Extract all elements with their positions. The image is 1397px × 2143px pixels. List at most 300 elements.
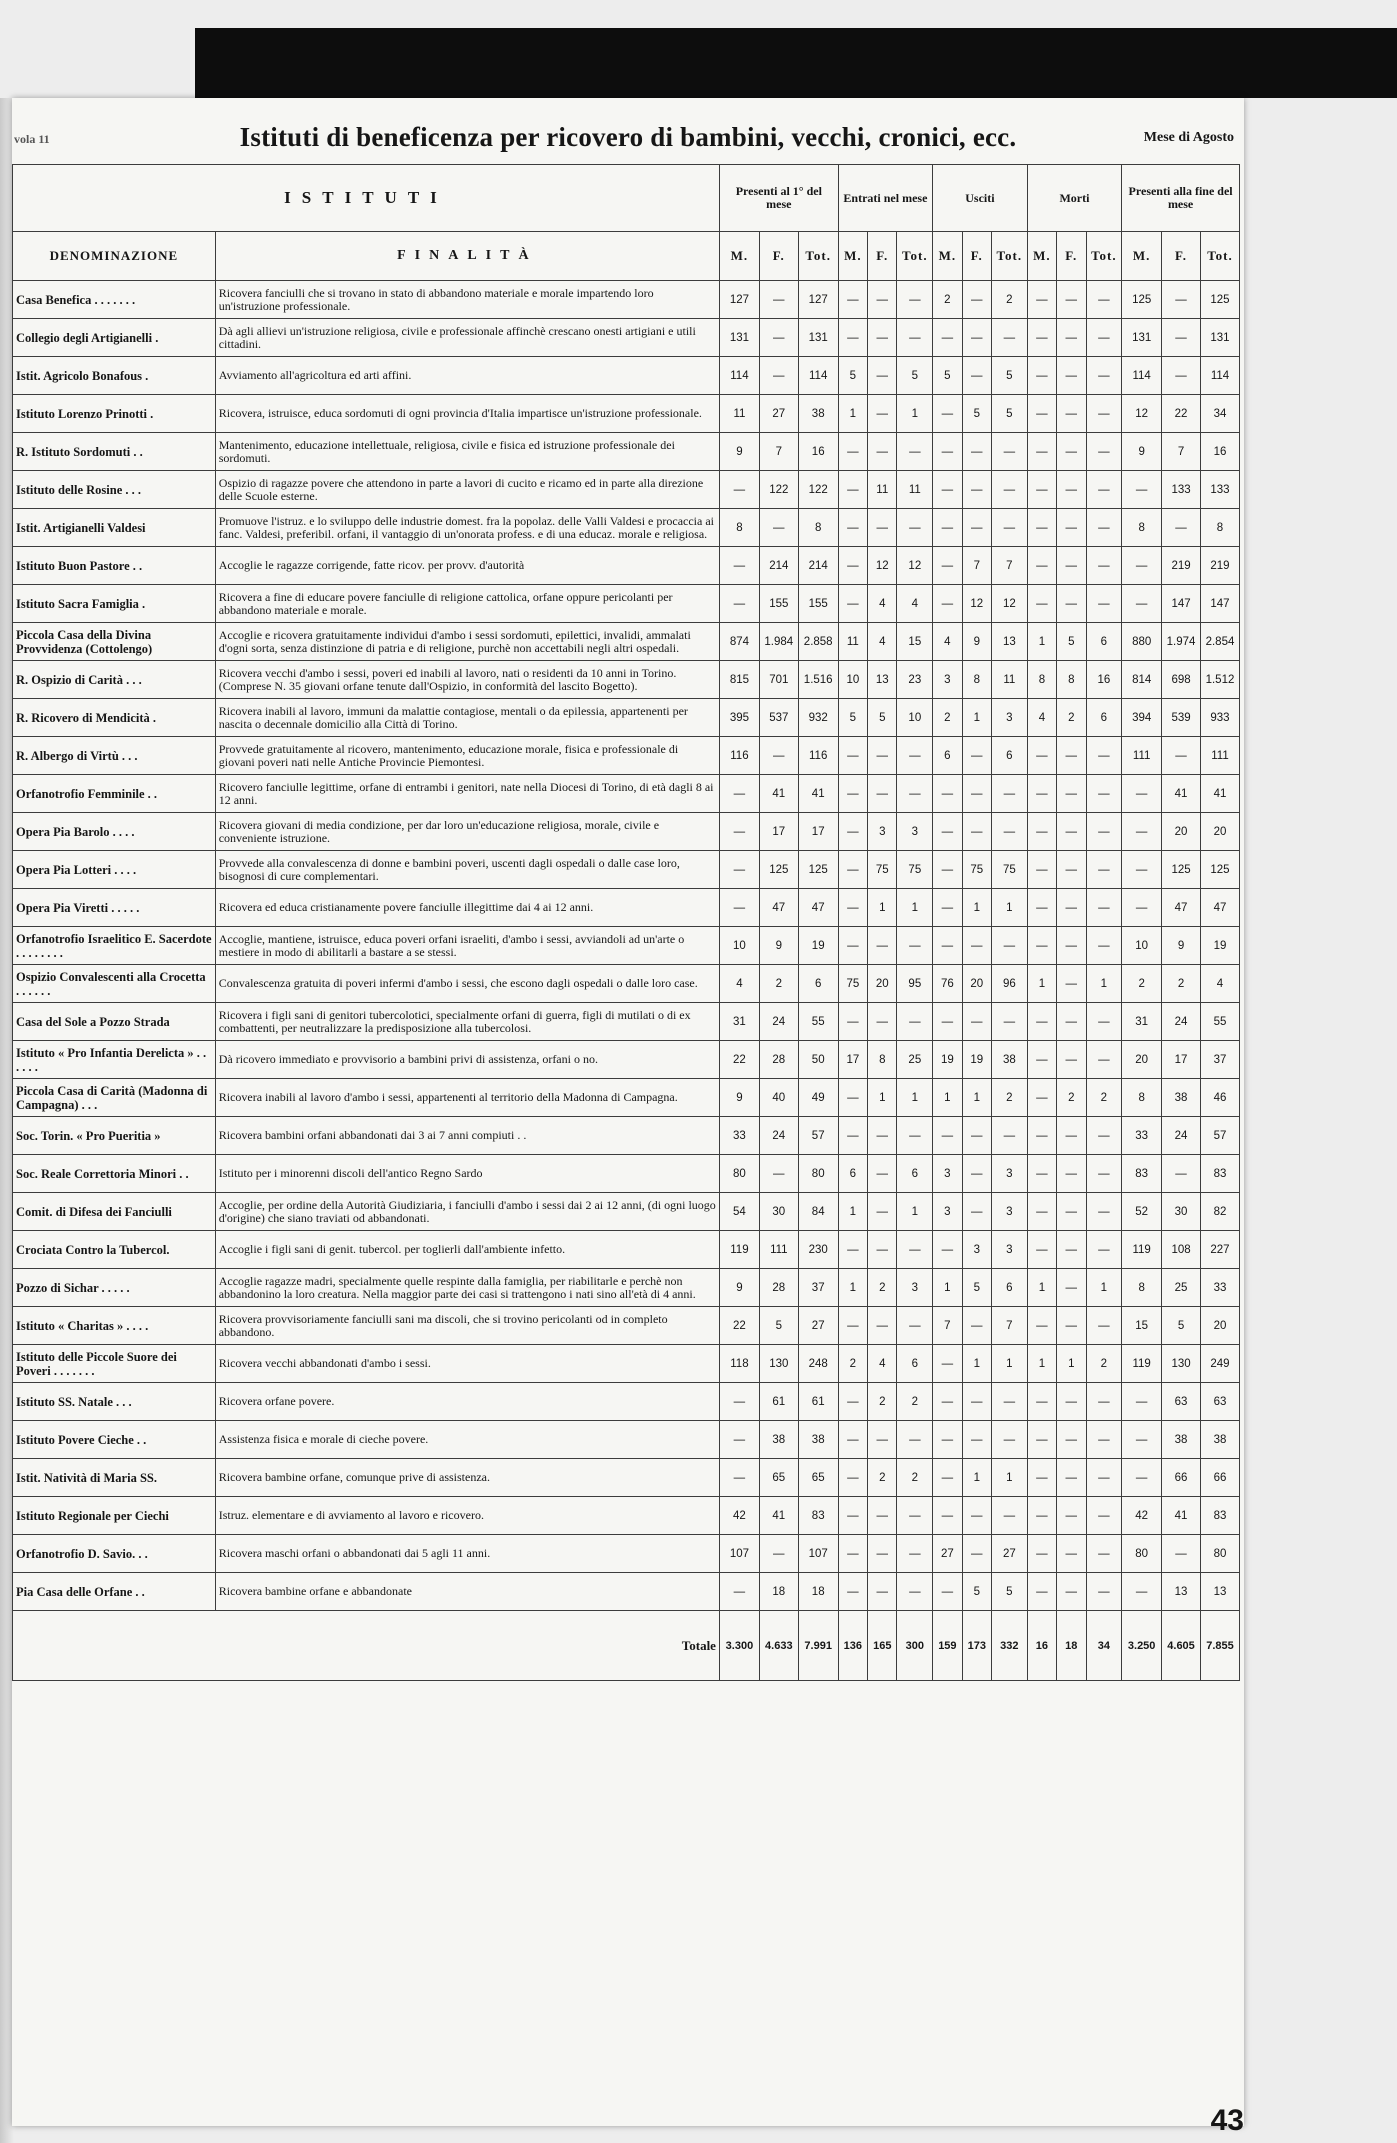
count-cell: 1 [962,889,991,927]
count-cell: — [868,1497,897,1535]
count-cell: 55 [798,1003,838,1041]
count-cell: — [1122,585,1162,623]
count-cell: — [1057,1421,1086,1459]
count-cell: 27 [991,1535,1027,1573]
count-cell: 1 [933,1269,962,1307]
count-cell: 111 [1200,737,1239,775]
table-row [13,889,1240,927]
count-cell: — [991,1421,1027,1459]
document-title: Istituti di beneficenza per ricovero di bambini, vecchi, cronici, ecc. [239,122,1017,152]
count-cell: 11 [868,471,897,509]
table-row [13,775,1240,813]
count-cell: — [838,1535,867,1573]
count-cell: — [1057,1269,1086,1307]
table-row [13,851,1240,889]
count-cell: 1.984 [759,623,798,661]
table-row [13,547,1240,585]
count-cell: 24 [759,1003,798,1041]
count-cell: — [933,1345,962,1383]
count-cell: 6 [1086,699,1122,737]
count-cell: — [933,813,962,851]
count-cell: 1 [962,1345,991,1383]
count-cell: 147 [1162,585,1201,623]
count-cell: — [962,1535,991,1573]
count-cell: — [868,927,897,965]
count-cell: 83 [798,1497,838,1535]
count-cell: — [991,319,1027,357]
count-cell: — [1057,547,1086,585]
count-cell: 20 [1200,1307,1239,1345]
count-cell: — [1086,357,1122,395]
count-cell: — [719,775,759,813]
total-cell: 3.300 [719,1611,759,1681]
count-cell: — [719,1459,759,1497]
institution-name: Piccola Casa di Carità (Madonna di Campagna) . . . [13,1079,216,1117]
count-cell: — [838,585,867,623]
institution-purpose: Dà ricovero immediato e provvisorio a bambini privi di assistenza, orfani o no. [215,1041,719,1079]
institution-purpose: Ricovera bambine orfane e abbandonate [215,1573,719,1611]
count-cell: 65 [759,1459,798,1497]
header-morti: Morti [1027,165,1122,232]
count-cell: 47 [798,889,838,927]
count-cell: 248 [798,1345,838,1383]
count-cell: — [991,509,1027,547]
count-cell: — [991,813,1027,851]
institution-name: Soc. Torin. « Pro Pueritia » [13,1117,216,1155]
count-cell: 9 [1122,433,1162,471]
count-cell: — [1057,1497,1086,1535]
count-cell: — [897,1497,933,1535]
institution-purpose: Ricovera giovani di media condizione, per dar loro un'educazione religiosa, morale, civile e conveniente istruzione. [215,813,719,851]
institution-name: R. Ospizio di Carità . . . [13,661,216,699]
count-cell: — [933,509,962,547]
count-cell: 16 [798,433,838,471]
count-cell: 17 [798,813,838,851]
count-cell: 133 [1200,471,1239,509]
count-cell: — [719,851,759,889]
count-cell: 1 [897,395,933,433]
count-cell: 118 [719,1345,759,1383]
institution-name: Opera Pia Lotteri . . . . [13,851,216,889]
count-cell: 4 [719,965,759,1003]
institution-purpose: Accoglie ragazze madri, specialmente quelle respinte dalla famiglia, per riabilitarle e perchè non abbandonino la loro creatura. Nella maggior parte dei casi si trattengono i nati sino all'età di 4 anni. [215,1269,719,1307]
count-cell: — [759,319,798,357]
count-cell: 6 [897,1155,933,1193]
count-cell: — [1057,1117,1086,1155]
institution-name: Istituto Sacra Famiglia . [13,585,216,623]
institution-name: Piccola Casa della Divina Provvidenza (Cottolengo) [13,623,216,661]
institution-name: Istituto Lorenzo Prinotti . [13,395,216,433]
count-cell: — [1027,433,1056,471]
table-row [13,357,1240,395]
count-cell: — [1086,927,1122,965]
count-cell: 2 [1057,699,1086,737]
table-row [13,281,1240,319]
count-cell: 3 [991,1155,1027,1193]
count-cell: — [991,775,1027,813]
count-cell: 38 [798,395,838,433]
count-cell: 22 [1162,395,1201,433]
institution-purpose: Ospizio di ragazze povere che attendono in parte a lavori di cucito e ricamo ed in parte alla direzione delle Scuole esterne. [215,471,719,509]
count-cell: — [962,509,991,547]
table-row [13,1193,1240,1231]
table-tab-label: vola 11 [14,132,50,146]
count-cell: 116 [798,737,838,775]
count-cell: — [1057,1459,1086,1497]
count-cell: — [897,281,933,319]
count-cell: — [1057,471,1086,509]
count-cell: 75 [838,965,867,1003]
count-cell: 9 [719,433,759,471]
count-cell: 9 [962,623,991,661]
count-cell: 20 [1122,1041,1162,1079]
count-cell: 66 [1162,1459,1201,1497]
count-cell: 155 [759,585,798,623]
count-cell: 147 [1200,585,1239,623]
institution-name: Istituto Buon Pastore . . [13,547,216,585]
count-cell: 6 [991,1269,1027,1307]
count-cell: — [1027,1307,1056,1345]
count-cell: — [838,1079,867,1117]
count-cell: 114 [1200,357,1239,395]
total-cell: 16 [1027,1611,1056,1681]
total-cell: 3.250 [1122,1611,1162,1681]
count-cell: 2 [868,1269,897,1307]
count-cell: — [897,1307,933,1345]
count-cell: — [897,1573,933,1611]
institution-name: Crociata Contro la Tubercol. [13,1231,216,1269]
count-cell: — [868,1573,897,1611]
month-label: Mese di Agosto [1143,130,1234,145]
header-presenti-fine: Presenti alla fine del mese [1122,165,1240,232]
count-cell: — [933,1117,962,1155]
count-cell: 20 [1162,813,1201,851]
institution-purpose: Ricovera inabili al lavoro, immuni da malattie contagiose, mentali o da epilessia, appartenenti per nascita o decennale domicilio alla Città di Torino. [215,699,719,737]
count-cell: — [759,737,798,775]
count-cell: 111 [759,1231,798,1269]
institution-name: Istituto delle Piccole Suore dei Poveri . . . . . . . [13,1345,216,1383]
count-cell: 34 [1200,395,1239,433]
count-cell: 932 [798,699,838,737]
count-cell: — [1162,281,1201,319]
count-cell: — [962,319,991,357]
count-cell: 2 [868,1383,897,1421]
count-cell: — [838,889,867,927]
count-cell: 84 [798,1193,838,1231]
count-cell: 3 [933,661,962,699]
count-cell: — [838,471,867,509]
count-cell: 2 [933,281,962,319]
table-row [13,1459,1240,1497]
count-cell: 6 [991,737,1027,775]
count-cell: 83 [1122,1155,1162,1193]
count-cell: 5 [1162,1307,1201,1345]
count-cell: 30 [1162,1193,1201,1231]
count-cell: — [933,1497,962,1535]
count-cell: 1 [962,699,991,737]
count-cell: 41 [1162,1497,1201,1535]
count-cell: 701 [759,661,798,699]
count-cell: — [1086,1041,1122,1079]
count-cell: 1 [991,1459,1027,1497]
header-denominazione: DENOMINAZIONE [13,232,216,281]
count-cell: 1 [1027,623,1056,661]
count-cell: — [1162,1155,1201,1193]
count-cell: 1 [868,1079,897,1117]
count-cell: — [868,737,897,775]
count-cell: 11 [838,623,867,661]
count-cell: — [1086,433,1122,471]
institution-purpose: Ricovera i figli sani di genitori tubercolotici, specialmente orfani di guerra, figli di mutilati o di ex combattenti, per neutralizzare la predisposizione alla tubercolosi. [215,1003,719,1041]
count-cell: 46 [1200,1079,1239,1117]
count-cell: — [1057,1307,1086,1345]
count-cell: — [759,281,798,319]
count-cell: — [719,547,759,585]
count-cell: — [838,281,867,319]
count-cell: — [1027,851,1056,889]
institution-name: Comit. di Difesa dei Fanciulli [13,1193,216,1231]
count-cell: 61 [759,1383,798,1421]
header-entrati: Entrati nel mese [838,165,933,232]
count-cell: 20 [868,965,897,1003]
count-cell: — [838,547,867,585]
count-cell: — [1027,1079,1056,1117]
count-cell: — [897,1003,933,1041]
header-presenti-fine-m: M. [1122,232,1162,281]
count-cell: 219 [1200,547,1239,585]
count-cell: 5 [962,1573,991,1611]
count-cell: — [1057,1003,1086,1041]
count-cell: 10 [838,661,867,699]
count-cell: 1 [1086,1269,1122,1307]
institution-name: Pia Casa delle Orfane . . [13,1573,216,1611]
count-cell: 131 [1200,319,1239,357]
institution-name: Ospizio Convalescenti alla Crocetta . . . . . . [13,965,216,1003]
count-cell: — [868,1193,897,1231]
count-cell: — [838,433,867,471]
count-cell: — [933,547,962,585]
count-cell: 27 [933,1535,962,1573]
count-cell: — [962,1155,991,1193]
count-cell: — [897,1231,933,1269]
table-row [13,319,1240,357]
count-cell: 8 [1122,1079,1162,1117]
count-cell: — [1086,1003,1122,1041]
count-cell: — [1057,1535,1086,1573]
count-cell: — [759,509,798,547]
count-cell: — [1027,1231,1056,1269]
count-cell: — [933,1383,962,1421]
count-cell: — [868,1231,897,1269]
count-cell: 65 [798,1459,838,1497]
count-cell: — [1086,775,1122,813]
count-cell: 2 [897,1459,933,1497]
count-cell: 83 [1200,1497,1239,1535]
count-cell: — [1057,1041,1086,1079]
institution-purpose: Ricovera maschi orfani o abbandonati dai 5 agli 11 anni. [215,1535,719,1573]
count-cell: — [1027,1573,1056,1611]
count-cell: — [1086,1155,1122,1193]
count-cell: 7 [759,433,798,471]
count-cell: 122 [798,471,838,509]
count-cell: — [868,1155,897,1193]
count-cell: 12 [868,547,897,585]
count-cell: 22 [719,1307,759,1345]
count-cell: 16 [1086,661,1122,699]
count-cell: — [897,927,933,965]
count-cell: — [933,433,962,471]
table-row [13,1535,1240,1573]
count-cell: — [1057,509,1086,547]
institution-name: Istituto Povere Cieche . . [13,1421,216,1459]
institution-purpose: Istruz. elementare e di avviamento al lavoro e ricovero. [215,1497,719,1535]
count-cell: 6 [798,965,838,1003]
header-morti-f: F. [1057,232,1086,281]
count-cell: 5 [991,395,1027,433]
count-cell: 5 [897,357,933,395]
count-cell: — [1162,319,1201,357]
count-cell: 55 [1200,1003,1239,1041]
header-finalita: FINALITÀ [215,232,719,281]
count-cell: 230 [798,1231,838,1269]
count-cell: 2.858 [798,623,838,661]
institution-purpose: Ricovero fanciulle legittime, orfane di entrambi i genitori, nate nella Diocesi di Torino, di età dagli 8 ai 12 anni. [215,775,719,813]
table-row [13,1307,1240,1345]
count-cell: 1 [1027,1269,1056,1307]
count-cell: 5 [868,699,897,737]
count-cell: — [897,775,933,813]
count-cell: — [991,1497,1027,1535]
count-cell: — [991,1003,1027,1041]
count-cell: 8 [962,661,991,699]
count-cell: — [838,1497,867,1535]
count-cell: 119 [719,1231,759,1269]
institution-purpose: Avviamento all'agricoltura ed arti affini. [215,357,719,395]
header-morti-tot: Tot. [1086,232,1122,281]
count-cell: — [1057,927,1086,965]
count-cell: 114 [719,357,759,395]
count-cell: 80 [719,1155,759,1193]
count-cell: — [962,1117,991,1155]
count-cell: 539 [1162,699,1201,737]
institution-name: Orfanotrofio Israelitico E. Sacerdote . . . . . . . . [13,927,216,965]
count-cell: 3 [991,1193,1027,1231]
count-cell: — [962,1003,991,1041]
count-cell: — [1162,357,1201,395]
count-cell: 3 [933,1193,962,1231]
count-cell: — [1027,319,1056,357]
count-cell: — [1086,319,1122,357]
count-cell: 50 [798,1041,838,1079]
count-cell: 38 [991,1041,1027,1079]
count-cell: 19 [1200,927,1239,965]
institution-name: Opera Pia Barolo . . . . [13,813,216,851]
count-cell: 47 [1200,889,1239,927]
count-cell: 11 [897,471,933,509]
count-cell: — [1027,1497,1056,1535]
count-cell: 47 [759,889,798,927]
count-cell: — [1086,1307,1122,1345]
header-istituti: ISTITUTI [13,165,720,232]
institution-purpose: Ricovera a fine di educare povere fanciulle di religione cattolica, orfane oppure pericolanti per abbandono materiale e morale. [215,585,719,623]
count-cell: 9 [1162,927,1201,965]
header-entrati-tot: Tot. [897,232,933,281]
count-cell: — [1027,281,1056,319]
table-row [13,1079,1240,1117]
count-cell: 40 [759,1079,798,1117]
institution-name: Istit. Agricolo Bonafous . [13,357,216,395]
count-cell: 5 [991,357,1027,395]
count-cell: — [868,1003,897,1041]
count-cell: — [1086,889,1122,927]
count-cell: — [1086,1193,1122,1231]
count-cell: 8 [1122,1269,1162,1307]
table-row [13,585,1240,623]
count-cell: 25 [897,1041,933,1079]
count-cell: — [933,851,962,889]
count-cell: — [719,1383,759,1421]
count-cell: — [933,395,962,433]
count-cell: 131 [798,319,838,357]
count-cell: 1.512 [1200,661,1239,699]
count-cell: — [1057,1231,1086,1269]
table-row [13,471,1240,509]
count-cell: 49 [798,1079,838,1117]
count-cell: 395 [719,699,759,737]
count-cell: — [868,395,897,433]
count-cell: 880 [1122,623,1162,661]
table-row [13,1383,1240,1421]
institution-purpose: Ricovera, istruisce, educa sordomuti di ogni provincia d'Italia impartisce un'istruzione professionale. [215,395,719,433]
count-cell: 31 [719,1003,759,1041]
count-cell: — [897,1421,933,1459]
count-cell: 8 [798,509,838,547]
count-cell: 28 [759,1041,798,1079]
count-cell: 4 [1200,965,1239,1003]
scan-dark-border [195,28,1397,98]
institution-name: R. Ricovero di Mendicità . [13,699,216,737]
count-cell: — [719,1573,759,1611]
count-cell: — [1027,775,1056,813]
count-cell: — [1057,965,1086,1003]
count-cell: 11 [719,395,759,433]
count-cell: 130 [759,1345,798,1383]
count-cell: — [1057,813,1086,851]
header-presenti-fine-tot: Tot. [1200,232,1239,281]
count-cell: — [868,319,897,357]
table-row [13,1269,1240,1307]
table-row [13,1041,1240,1079]
count-cell: 22 [719,1041,759,1079]
count-cell: 5 [991,1573,1027,1611]
count-cell: 63 [1200,1383,1239,1421]
count-cell: — [719,889,759,927]
count-cell: 8 [868,1041,897,1079]
count-cell: 9 [759,927,798,965]
count-cell: — [1057,395,1086,433]
count-cell: 20 [1200,813,1239,851]
count-cell: 47 [1162,889,1201,927]
count-cell: 537 [759,699,798,737]
count-cell: — [991,433,1027,471]
count-cell: — [962,927,991,965]
count-cell: — [962,1193,991,1231]
institution-purpose: Promuove l'istruz. e lo sviluppo delle industrie domest. fra la popolaz. delle Valli Valdesi e procaccia ai fanc. Valdesi, preferibil. orfani, il vantaggio di un'onorata profess. e di una educaz. morale e religiosa. [215,509,719,547]
count-cell: 66 [1200,1459,1239,1497]
page-number: 43 [1210,2104,1244,2137]
count-cell: — [1122,1421,1162,1459]
count-cell: — [933,471,962,509]
